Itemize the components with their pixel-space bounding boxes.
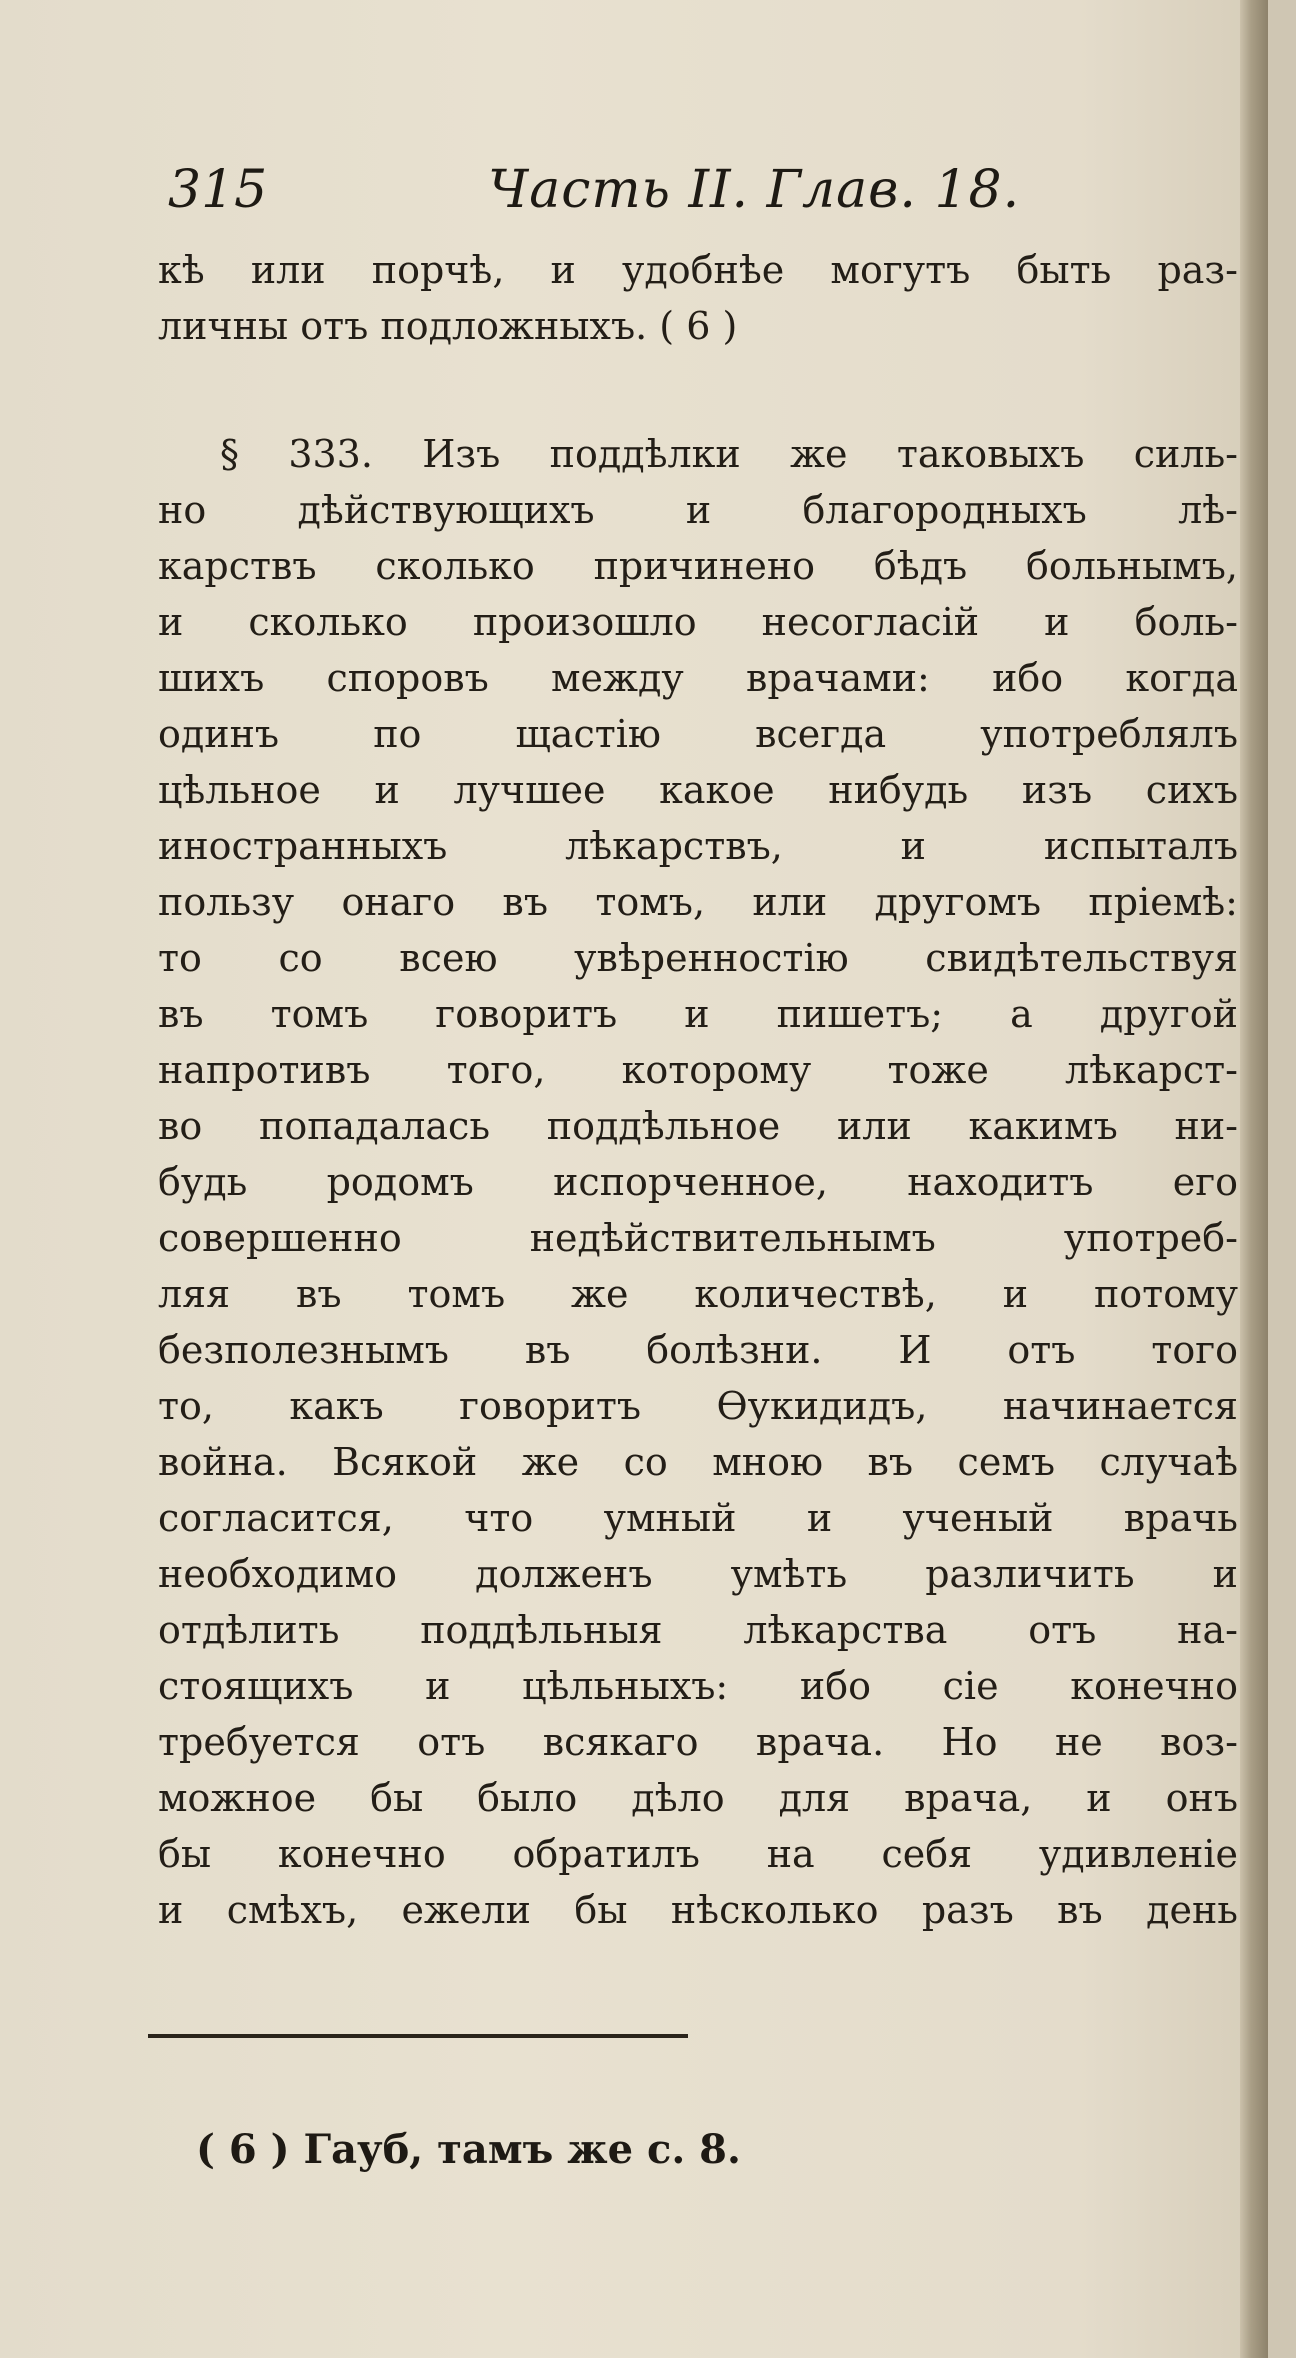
page-edge <box>1240 0 1268 2358</box>
text-line: шихъ споровъ между врачами: ибо когда <box>158 656 1238 700</box>
footnote-rule <box>148 2034 688 2038</box>
body-text <box>158 242 1238 1938</box>
text-line: личны отъ подложныхъ. ( 6 ) <box>158 304 738 348</box>
text-line: пользу онаго въ томъ, или другомъ пріемѣ: <box>158 880 1238 924</box>
text-line: то со всею увѣренностію свидѣтельствуя <box>158 936 1238 980</box>
text-line: напротивъ того, которому тоже лѣкарст- <box>158 1048 1238 1092</box>
text-line: будь родомъ испорченное, находитъ его <box>158 1160 1238 1204</box>
text-line: и смѣхъ, ежели бы нѣсколько разъ въ день <box>158 1888 1238 1932</box>
text-line: стоящихъ и цѣльныхъ: ибо сіе конечно <box>158 1664 1238 1708</box>
text-line: во попадалась поддѣльное или какимъ ни- <box>158 1104 1238 1148</box>
text-line: въ томъ говоритъ и пишетъ; а другой <box>158 992 1238 1036</box>
text-line: необходимо долженъ умѣть различить и <box>158 1552 1238 1596</box>
text-line: карствъ сколько причинено бѣдъ больнымъ, <box>158 544 1238 588</box>
text-line: иностранныхъ лѣкарствъ, и испыталъ <box>158 824 1238 868</box>
text-line: то, какъ говоритъ Ѳукидидъ, начинается <box>158 1384 1238 1428</box>
page-number: 315 <box>168 160 268 220</box>
text-line: война. Всякой же со мною въ семъ случаѣ <box>158 1440 1238 1484</box>
text-line: можное бы было дѣло для врача, и онъ <box>158 1776 1238 1820</box>
text-line: безполезнымъ въ болѣзни. И отъ того <box>158 1328 1238 1372</box>
footnote: ( 6 ) Гауб, тамъ же с. 8. <box>196 2126 741 2173</box>
text-line: цѣльное и лучшее какое нибудь изъ сихъ <box>158 768 1238 812</box>
text-line: совершенно недѣйствительнымъ употреб- <box>158 1216 1238 1260</box>
text-line: но дѣйствующихъ и благородныхъ лѣ- <box>158 488 1238 532</box>
text-line: кѣ или порчѣ, и удобнѣе могутъ быть раз- <box>158 248 1238 292</box>
page-header <box>168 150 1048 230</box>
text-line: одинъ по щастію всегда употреблялъ <box>158 712 1238 756</box>
text-line: согласится, что умный и ученый врачь <box>158 1496 1238 1540</box>
text-line: и сколько произошло несогласій и боль- <box>158 600 1238 644</box>
running-head: Часть II. Глав. 18. <box>488 160 1021 220</box>
section-heading-line: § 333. Изъ поддѣлки же таковыхъ силь- <box>220 432 1238 476</box>
text-line: бы конечно обратилъ на себя удивленіе <box>158 1832 1238 1876</box>
text-line: ляя въ томъ же количествѣ, и потому <box>158 1272 1238 1316</box>
text-line: требуется отъ всякаго врача. Но не воз- <box>158 1720 1238 1764</box>
text-line: отдѣлить поддѣльныя лѣкарства отъ на- <box>158 1608 1238 1652</box>
